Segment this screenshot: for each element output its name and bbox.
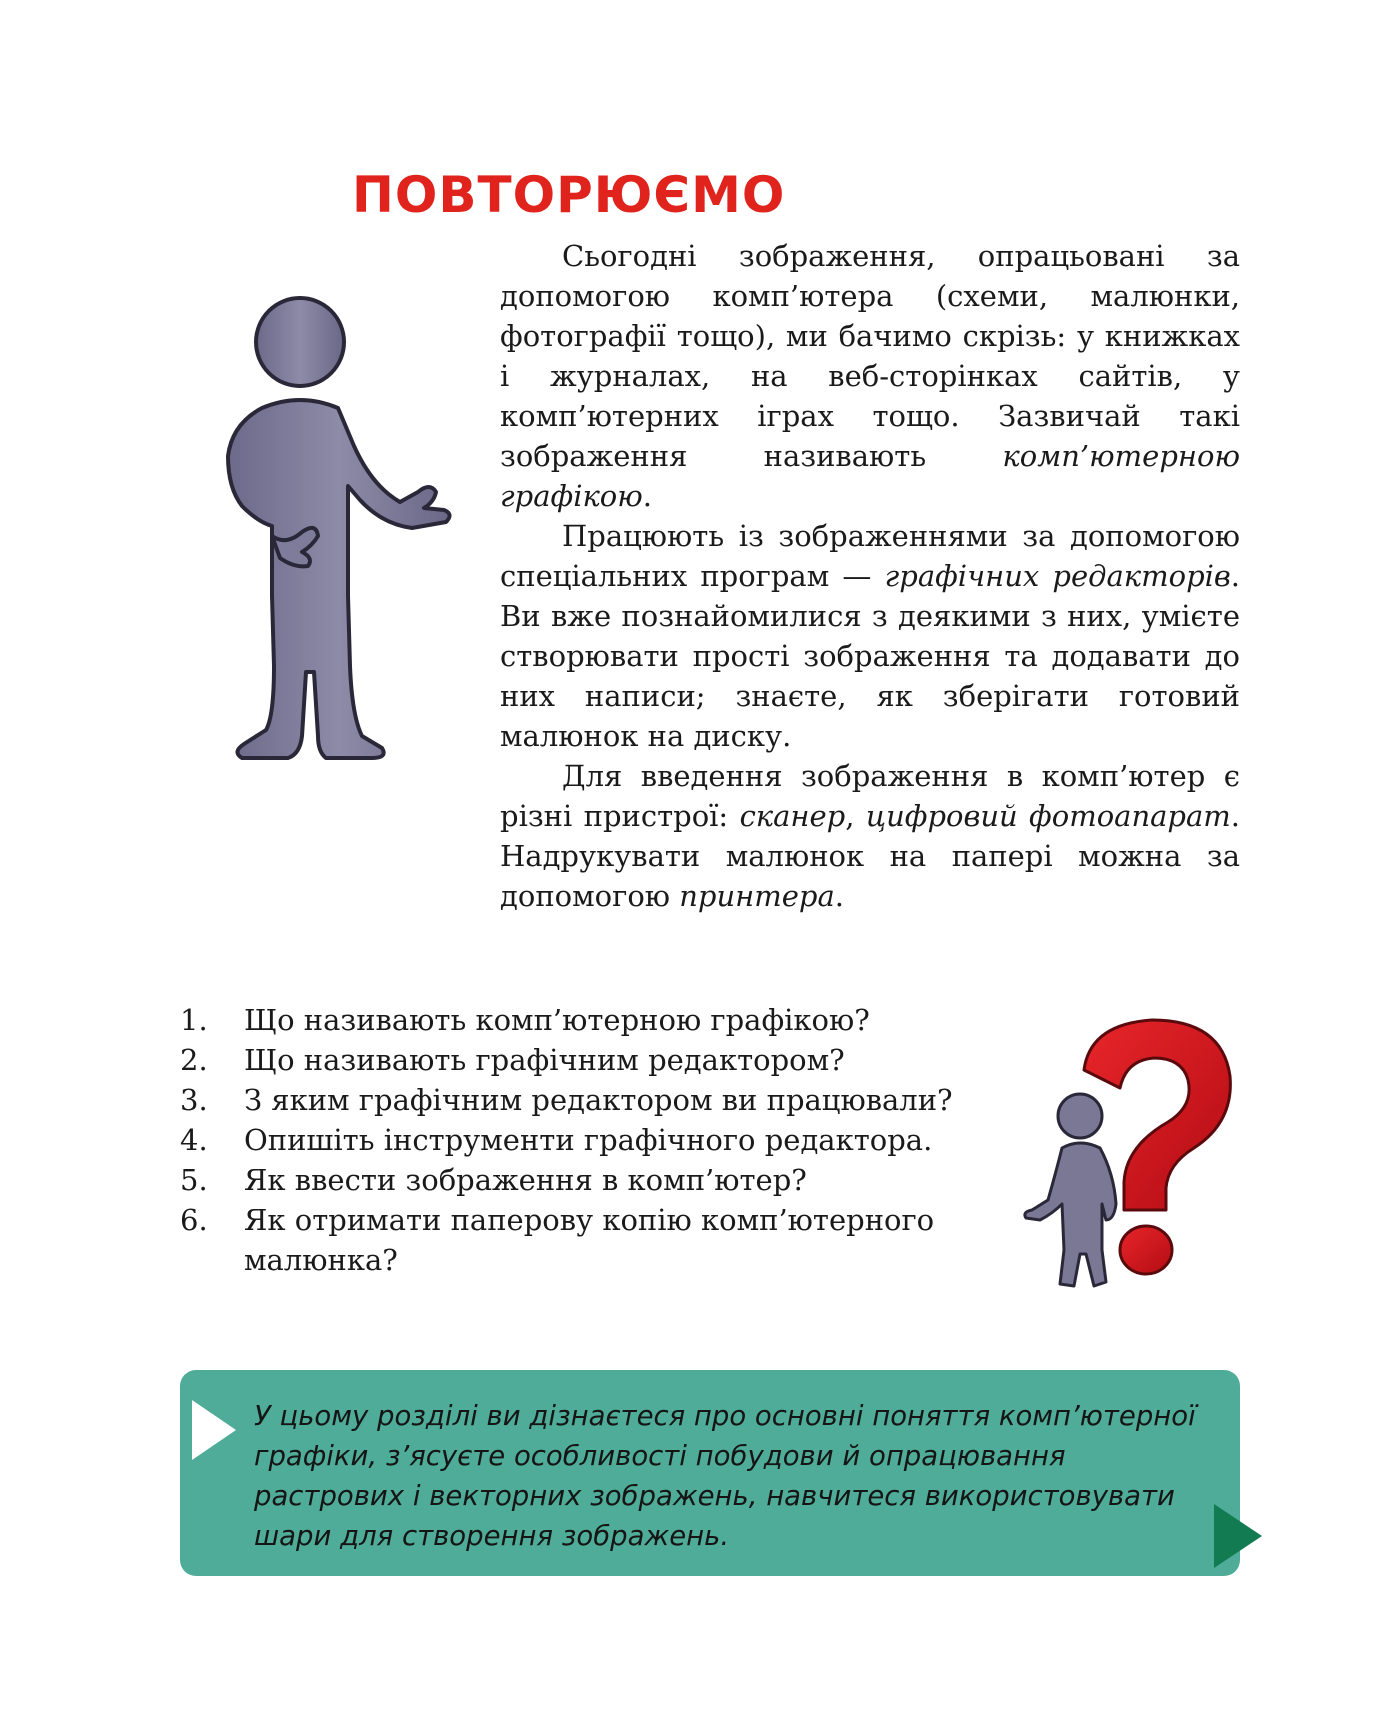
term-digital-camera: цифровий фотоапарат	[865, 799, 1231, 833]
question-item: 6. Як отримати паперову копію комп’ютерного малюнка?	[180, 1203, 935, 1277]
question-item: 1. Що називають комп’ютерною графікою?	[180, 1003, 870, 1037]
term-graphic-editors: графічних редакторів	[884, 559, 1231, 593]
questions-list	[180, 1000, 1010, 1280]
person-with-question-mark-icon	[1018, 1014, 1238, 1294]
question-item: 5. Як ввести зображення в комп’ютер?	[180, 1163, 807, 1197]
intro-text	[500, 236, 1240, 916]
question-item: 2. Що називають графічним редактором?	[180, 1043, 845, 1077]
term-scanner: сканер	[739, 799, 846, 833]
intro-paragraph-1: Сьогодні зображення, опрацьовані за допомогою комп’ютера (схеми, малюнки, фотографії тощо), ми бачимо скрізь: у книжках і журналах, на веб-сторінках сайтів, у комп’ютерних іграх тощо. Зазвичай такі зображення називають комп’ютерною графікою.	[500, 239, 1240, 513]
person-gesturing-icon	[222, 296, 462, 766]
next-arrow-icon	[1214, 1504, 1262, 1568]
chapter-summary-box	[180, 1370, 1240, 1576]
play-triangle-icon	[192, 1400, 236, 1460]
question-item: 3. З яким графічним редактором ви працювали?	[180, 1083, 953, 1117]
term-printer: принтера	[679, 879, 835, 913]
intro-paragraph-2: Працюють із зображеннями за допомогою спеціальних програм — графічних редакторів. Ви вже познайомилися з деякими з них, умієте створювати прості зображення та додавати до них написи; знаєте, як зберігати готовий малюнок на диску.	[500, 519, 1241, 753]
intro-paragraph-3: Для введення зображення в комп’ютер є різні пристрої: сканер, цифровий фотоапарат. Надрукувати малюнок на папері можна за допомогою принтера.	[500, 759, 1240, 913]
page-title: ПОВТОРЮЄМО	[352, 166, 786, 224]
question-item: 4. Опишіть інструменти графічного редактора.	[180, 1123, 933, 1157]
term-computer-graphics: комп’ютерною графікою	[500, 439, 1240, 513]
chapter-summary-text: У цьому розділі ви дізнаєтеся про основні поняття комп’ютерної графіки, з’ясуєте особливості побудови й опрацювання растрових і векторних зображень, навчитеся використовувати шари для створення зображень.	[254, 1400, 1196, 1552]
